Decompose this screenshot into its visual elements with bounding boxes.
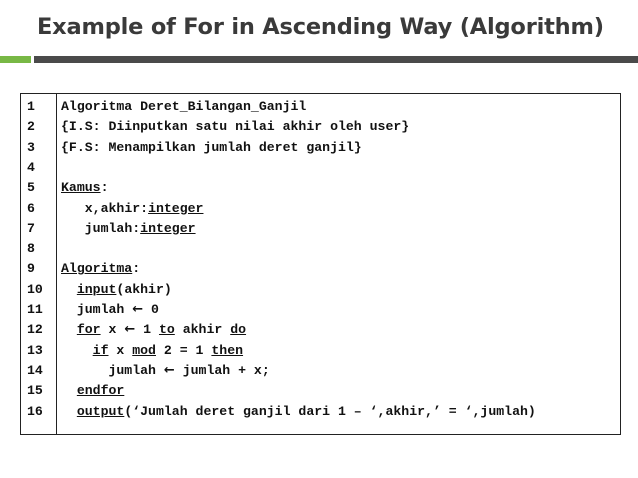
code-line [61,138,362,158]
accent-bar-gray [34,56,638,63]
code-text: x [100,322,125,338]
slide-title: Example of For in Ascending Way (Algorithm) [37,14,604,40]
code-text: {I.S: Diinputkan satu nilai akhir oleh user} [61,119,410,135]
code-text: : [132,261,141,277]
code-line [61,341,243,361]
keyword: mod [132,342,156,358]
code-line [61,381,124,401]
assign-arrow-icon: ← [163,362,175,378]
assign-arrow-icon: ← [132,302,144,317]
code-line [61,97,306,117]
code-line [61,199,203,219]
code-text: jumlah + x; [174,362,270,378]
code-text: : [100,180,109,196]
keyword: endfor [76,383,125,399]
line-number: 11 [27,302,43,317]
code-line [61,300,159,320]
keyword: output [76,403,125,419]
code-text: 0 [143,302,159,317]
keyword: do [230,322,247,338]
line-number: 13 [27,342,43,358]
code-line [61,280,172,300]
code-text: jumlah: [84,220,141,236]
line-number: 4 [27,159,35,175]
line-number-divider [56,94,57,434]
code-line [61,259,140,279]
code-line [61,178,109,198]
code-text: jumlah [76,302,133,317]
code-text: jumlah [108,362,164,378]
keyword: integer [148,200,204,216]
code-line [61,117,409,137]
code-text: (‘Jumlah deret ganjil dari 1 – ‘,akhir,’ = ‘,jumlah) [124,403,536,419]
code-line [61,361,270,381]
code-text: 1 [135,322,159,338]
line-number: 2 [27,119,35,135]
line-number: 8 [27,241,35,257]
line-number: 6 [27,200,35,216]
code-text: {F.S: Menampilkan jumlah deret ganjil} [61,139,362,155]
line-number: 12 [27,322,43,338]
line-number: 10 [27,281,43,297]
code-text: akhir [174,322,231,338]
code-line [61,219,196,239]
keyword: input [76,281,117,297]
keyword: to [158,322,175,338]
line-number: 9 [27,261,35,277]
line-number: 14 [27,362,43,378]
keyword: Algoritma [61,261,133,277]
code-text: Algoritma Deret_Bilangan_Ganjil [61,99,307,114]
code-line [61,402,536,422]
line-number: 1 [27,99,35,114]
assign-arrow-icon: ← [124,322,136,338]
line-number: 3 [27,139,35,155]
keyword: Kamus [61,180,101,196]
line-number: 16 [27,403,43,419]
code-text: x,akhir: [84,200,149,216]
code-line [61,320,246,340]
line-number: 7 [27,220,35,236]
line-number: 15 [27,383,43,399]
keyword: for [76,322,101,338]
code-text: 2 = 1 [155,342,212,358]
keyword: integer [140,220,196,236]
keyword: if [92,342,109,358]
accent-bar-green [0,56,31,63]
code-box [20,93,621,435]
keyword: then [211,342,244,358]
code-text: x [108,342,133,358]
code-text: (akhir) [116,281,172,297]
line-number: 5 [27,180,35,196]
